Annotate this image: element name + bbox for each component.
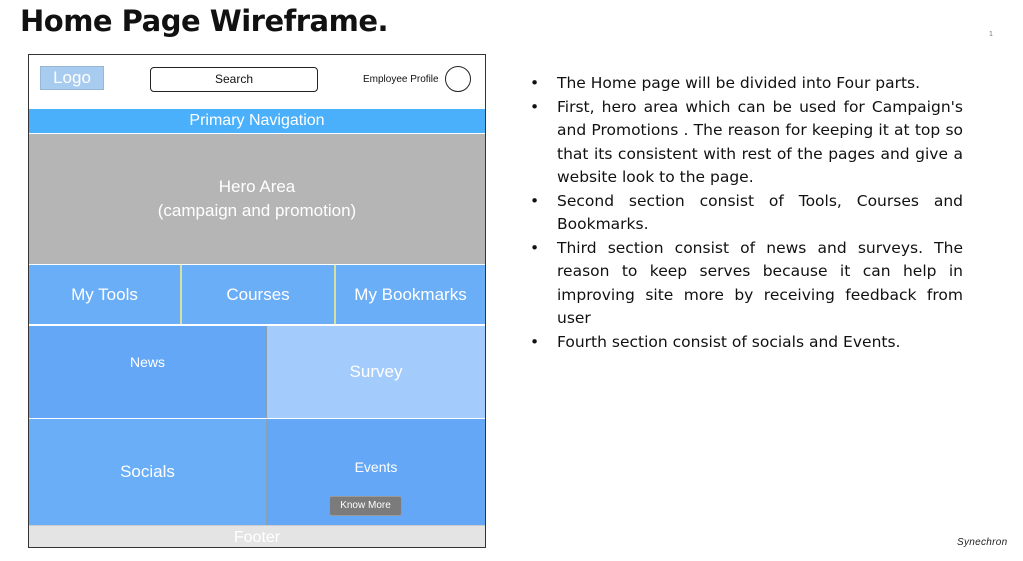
my-bookmarks-section: My Bookmarks xyxy=(336,265,485,324)
page-number: 1 xyxy=(989,31,993,38)
socials-section: Socials xyxy=(29,419,266,525)
know-more-button: Know More xyxy=(329,496,402,516)
my-tools-section: My Tools xyxy=(29,265,182,324)
brand-logo-text: Synechron xyxy=(957,537,1008,548)
bullet-item: • The Home page will be divided into Four parts. xyxy=(530,72,963,96)
search-box: Search xyxy=(150,67,318,92)
logo-placeholder: Logo xyxy=(40,66,104,90)
news-section: News xyxy=(29,326,266,418)
events-section: Events xyxy=(266,419,485,525)
slide-title: Home Page Wireframe. xyxy=(20,4,389,38)
employee-profile-label: Employee Profile xyxy=(363,74,439,85)
hero-area xyxy=(29,134,485,264)
hero-subtitle: (campaign and promotion) xyxy=(157,201,357,220)
bullet-item: • Second section consist of Tools, Courses and Bookmarks. xyxy=(530,190,963,237)
bullet-item: • First, hero area which can be used for Campaign's and Promotions . The reason for keeping it at top so that its consistent with rest of the pages and give a website look to the page. xyxy=(530,96,963,190)
description-bullet-list xyxy=(530,72,963,354)
hero-title: Hero Area xyxy=(218,177,296,196)
wireframe-diagram xyxy=(28,54,486,548)
avatar-circle xyxy=(445,66,471,92)
primary-navigation-bar: Primary Navigation xyxy=(29,109,485,133)
courses-section: Courses xyxy=(182,265,336,324)
wireframe-header xyxy=(29,55,485,109)
footer-bar: Footer xyxy=(29,525,485,548)
bullet-item: • Third section consist of news and surveys. The reason to keep serves because it can help in improving site more by receiving feedback from user xyxy=(530,237,963,331)
survey-section: Survey xyxy=(266,326,485,418)
bullet-item: • Fourth section consist of socials and Events. xyxy=(530,331,963,355)
